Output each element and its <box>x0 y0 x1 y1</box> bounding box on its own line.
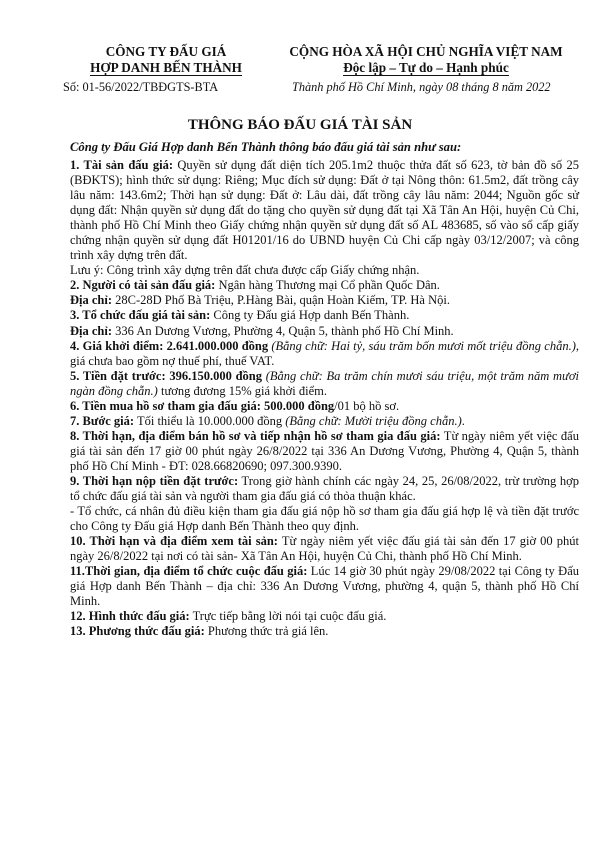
section-text: Lúc 14 giờ 30 phút ngày 29/08/2022 tại Công ty Đấu giá Hợp danh Bến Thành – địa chỉ: 336 An Dương Vương, phường 4, quận 5, thành phố Hồ Chí Minh. <box>70 564 579 609</box>
section-label: 1. Tài sản đấu giá: <box>70 158 173 172</box>
section-1 <box>70 158 579 263</box>
amount-in-words: (Bằng chữ: Mười triệu đồng chẵn.) <box>285 413 462 428</box>
section-1-note: Lưu ý: Công trình xây dựng trên đất chưa được cấp Giấy chứng nhận. <box>70 263 420 278</box>
section-10 <box>70 534 579 564</box>
notice-body <box>70 158 579 640</box>
section-2 <box>70 278 579 293</box>
section-text: Ngân hàng Thương mại Cổ phần Quốc Dân. <box>215 278 440 293</box>
section-3-address <box>70 324 579 339</box>
section-label: 3. Tổ chức đấu giá tài sản: <box>70 308 211 323</box>
section-label: 4. Giá khởi điểm: 2.641.000.000 đồng <box>70 338 269 353</box>
section-6 <box>70 399 579 414</box>
section-4 <box>70 339 579 369</box>
section-7 <box>70 414 579 429</box>
section-label: 8. Thời hạn, địa điểm bán hồ sơ và tiếp nhận hồ sơ tham gia đấu giá: <box>70 428 441 443</box>
section-label: 13. Phương thức đấu giá: <box>70 624 205 639</box>
address-label: Địa chỉ: <box>70 293 113 308</box>
section-text: Tối thiểu là 10.000.000 đồng <box>134 413 286 428</box>
section-text: Quyền sử dụng đất diện tích 205.1m2 thuộc thửa đất số 623, tờ bản đồ số 25 (BĐKTS); hình thức sử dụng: Riêng; Mục đích sử dụng: Đất ở tại Nông thôn: 61.5m2, đất trồng cây lâu năm: 143.6m2; Thời hạn sử dụng: Đất ở: Lâu dài, đất trồng cây lâu năm: 2044; Nguồn gốc sử dụng đất: Nhận quyền sử dụng đất do tặng cho quyền sử dụng đất tại Xã Tân An Hội, huyện Củ Chi, thành phố Hồ Chí Minh theo Giấy chứng nhận quyền sử dụng đất số AL 483685, số vào sổ cấp giấy chứng nhận quyền sử dụng đất H01201/16 do UBND huyện Củ Chi cấp ngày 03/12/2007; và công trình xây dựng trên đất. <box>70 158 579 263</box>
section-3 <box>70 308 579 323</box>
section-8 <box>70 429 579 474</box>
section-9-note: - Tổ chức, cá nhân đủ điều kiện tham gia đấu giá nộp hồ sơ tham gia đấu giá hợp lệ và tiền đặt trước cho Công ty Đấu giá Hợp danh Bến Thành theo quy định. <box>70 504 579 534</box>
section-label: 9. Thời hạn nộp tiền đặt trước: <box>70 473 239 488</box>
section-11 <box>70 564 579 609</box>
section-text: Từ ngày niêm yết việc đấu giá tài sản đến 17 giờ 00 phút ngày 26/8/2022 tại 336 An Dương Vương, Phường 4, Quận 5, thành phố Hồ Chí Minh - ĐT: 028.66820690; 097.300.9390. <box>70 428 579 473</box>
amount-in-words: (Bằng chữ: Hai tỷ, sáu trăm bốn mươi mốt triệu đồng chẵn.) <box>268 338 576 353</box>
section-end: . <box>461 413 465 428</box>
national-header <box>276 44 576 76</box>
section-text: Trực tiếp bằng lời nói tại cuộc đấu giá. <box>189 609 387 624</box>
address-text: 28C-28D Phố Bà Triệu, P.Hàng Bài, quận Hoàn Kiếm, TP. Hà Nội. <box>112 293 450 308</box>
address-label: Địa chỉ: <box>70 323 113 338</box>
section-label: 7. Bước giá: <box>70 413 135 428</box>
section-text: Công ty Đấu giá Hợp danh Bến Thành. <box>210 308 410 323</box>
document-number: Số: 01-56/2022/TBĐGTS-BTA <box>63 80 219 94</box>
section-label: 5. Tiền đặt trước: 396.150.000 đồng <box>70 368 262 383</box>
section-text: Trong giờ hành chính các ngày 24, 25, 26/08/2022, trừ trường hợp tổ chức đấu giá tài sản và người tham gia đấu giá có thỏa thuận khác. <box>70 473 579 504</box>
address-text: 336 An Dương Vương, Phường 4, Quận 5, thành phố Hồ Chí Minh. <box>112 323 454 338</box>
section-label: 6. Tiền mua hồ sơ tham gia đấu giá: 500.000 đồng <box>70 398 335 413</box>
national-motto: Độc lập – Tự do – Hạnh phúc <box>343 60 509 75</box>
section-9 <box>70 474 579 504</box>
section-text: , giá chưa bao gồm nợ thuế phí, thuế VAT. <box>70 338 579 368</box>
company-name-line2: HỢP DANH BẾN THÀNH <box>90 60 242 75</box>
intro-line: Công ty Đấu Giá Hợp danh Bến Thành thông báo đấu giá tài sản như sau: <box>70 140 462 154</box>
amount-in-words: (Bằng chữ: Ba trăm chín mươi sáu triệu, một trăm năm mươi ngàn đồng chẵn.) <box>70 368 579 398</box>
national-title: CỘNG HÒA XÃ HỘI CHỦ NGHĨA VIỆT NAM <box>289 44 563 59</box>
section-12 <box>70 609 579 624</box>
section-2-address <box>70 293 579 308</box>
section-label: 10. Thời hạn và địa điểm xem tài sản: <box>70 534 278 549</box>
section-text: Phương thức trả giá lên. <box>204 624 329 639</box>
company-header <box>66 44 266 76</box>
section-text: /01 bộ hồ sơ. <box>334 398 400 413</box>
section-5 <box>70 369 579 399</box>
section-text: tương đương 15% giá khởi điểm. <box>157 383 327 398</box>
section-label: 2. Người có tài sản đấu giá: <box>70 278 216 293</box>
section-13 <box>70 624 579 639</box>
section-label: 12. Hình thức đấu giá: <box>70 609 190 624</box>
section-label: 11.Thời gian, địa điểm tổ chức cuộc đấu giá: <box>70 564 308 579</box>
company-name-line1: CÔNG TY ĐẤU GIÁ <box>105 44 227 59</box>
section-text: Từ ngày niêm yết việc đấu giá tài sản đến 17 giờ 00 phút ngày 26/8/2022 tại nơi có tài sản- Xã Tân An Hội, huyện Củ Chi, thành phố Hồ Chí Minh. <box>70 534 579 564</box>
document-title: THÔNG BÁO ĐẤU GIÁ TÀI SẢN <box>187 117 413 133</box>
place-date: Thành phố Hồ Chí Minh, ngày 08 tháng 8 năm 2022 <box>292 80 551 94</box>
